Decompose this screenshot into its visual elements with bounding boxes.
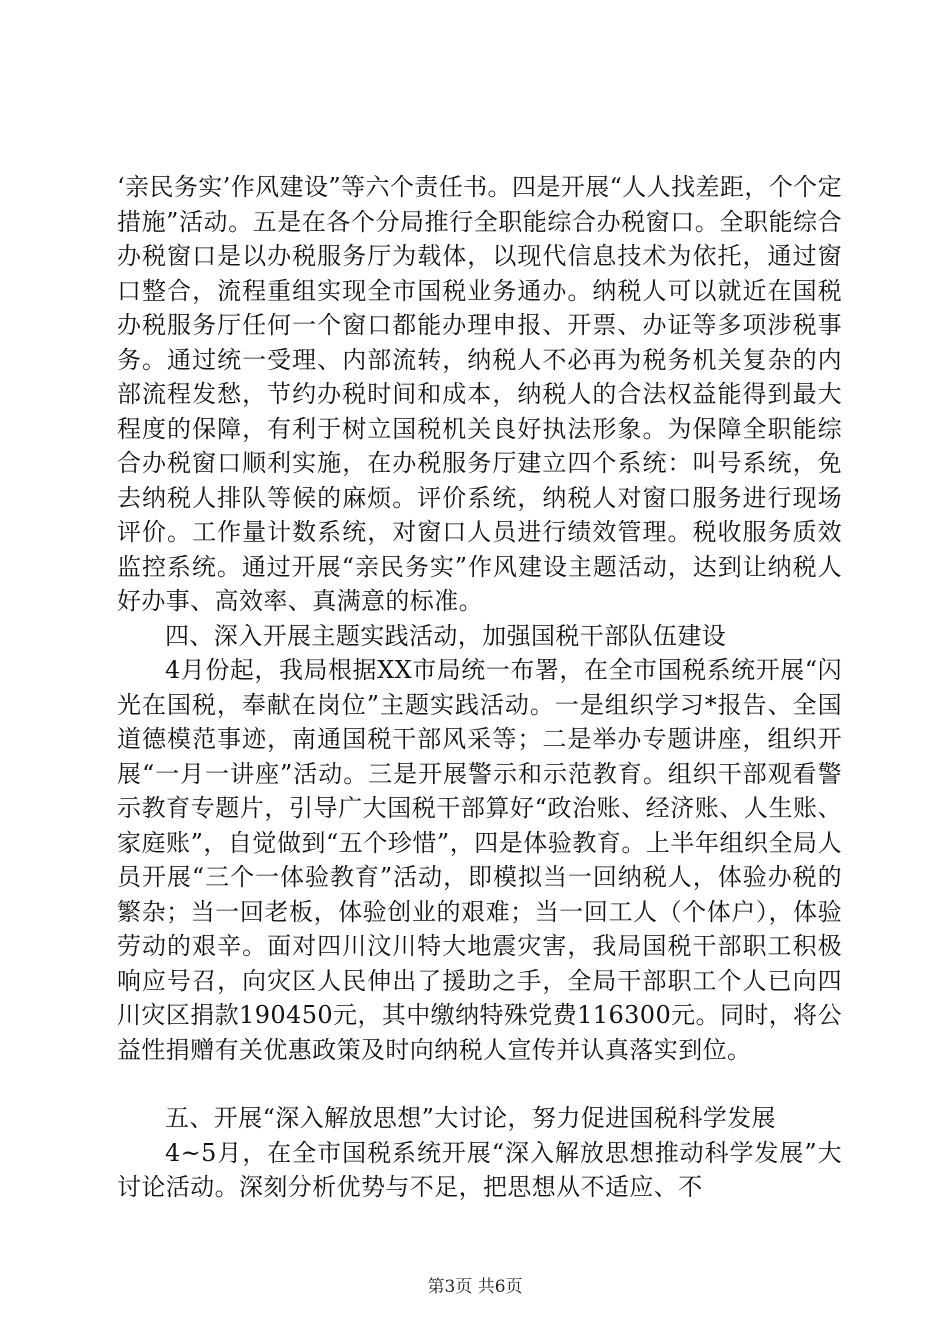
page-footer: 第3页 共6页 xyxy=(427,1277,523,1297)
paragraph-1: ‘亲民务实’作风建设”等六个责任书。四是开展“人人找差距，个个定措施”活动。五是在各个分局推行全职能综合办税窗口。全职能综合办税窗口是以办税服务厅为载体，以现代信息技术为依托，通过窗口整合，流程重组实现全市国税业务通办。纳税人可以就近在国税办税服务厅任何一个窗口都能办理申报、开票、办证等多项涉税事务。通过统一受理、内部流转，纳税人不必再为税务机关复杂的内部流程发愁，节约办税时间和成本，纳税人的合法权益能得到最大程度的保障，有利于树立国税机关良好执法形象。为保障全职能综合办税窗口顺利实施，在办税服务厅建立四个系统：叫号系统，免去纳税人排队等候的麻烦。评价系统，纳税人对窗口服务进行现场评价。工作量计数系统，对窗口人员进行绩效管理。税收服务质效监控系统。通过开展“亲民务实”作风建设主题活动，达到让纳税人好办事、高效率、真满意的标准。 xyxy=(117,173,842,615)
document-body xyxy=(117,170,842,1205)
paragraph-gap xyxy=(117,1067,842,1101)
section-heading-4: 四、深入开展主题实践活动，加强国税干部队伍建设 xyxy=(165,621,727,650)
section-heading-5: 五、开展“深入解放思想”大讨论，努力促进国税科学发展 xyxy=(165,1104,776,1132)
paragraph-2: 4月份起，我局根据XX市局统一布署，在全市国税系统开展“闪光在国税，奉献在岗位”主题实践活动。一是组织学习*报告、全国道德模范事迹，南通国税干部风采等；二是举办专题讲座，组织开展“一月一讲座”活动。三是开展警示和示范教育。组织干部观看警示教育专题片，引导广大国税干部算好“政治账、经济账、人生账、家庭账”，自觉做到“五个珍惜”，四是体验教育。上半年组织全局人员开展“三个一体验教育”活动，即模拟当一回纳税人，体验办税的繁杂；当一回老板，体验创业的艰难；当一回工人（个体户），体验劳动的艰辛。面对四川汶川特大地震灾害，我局国税干部职工积极响应号召，向灾区人民伸出了援助之手，全局干部职工个人已向四川灾区捐款190450元，其中缴纳特殊党费116300元。同时，将公益性捐赠有关优惠政策及时向纳税人宣传并认真落实到位。 xyxy=(117,656,842,1064)
paragraph-3: 4~5月，在全市国税系统开展“深入解放思想推动科学发展”大讨论活动。深刻分析优势与不足，把思想从不适应、不 xyxy=(117,1138,842,1201)
